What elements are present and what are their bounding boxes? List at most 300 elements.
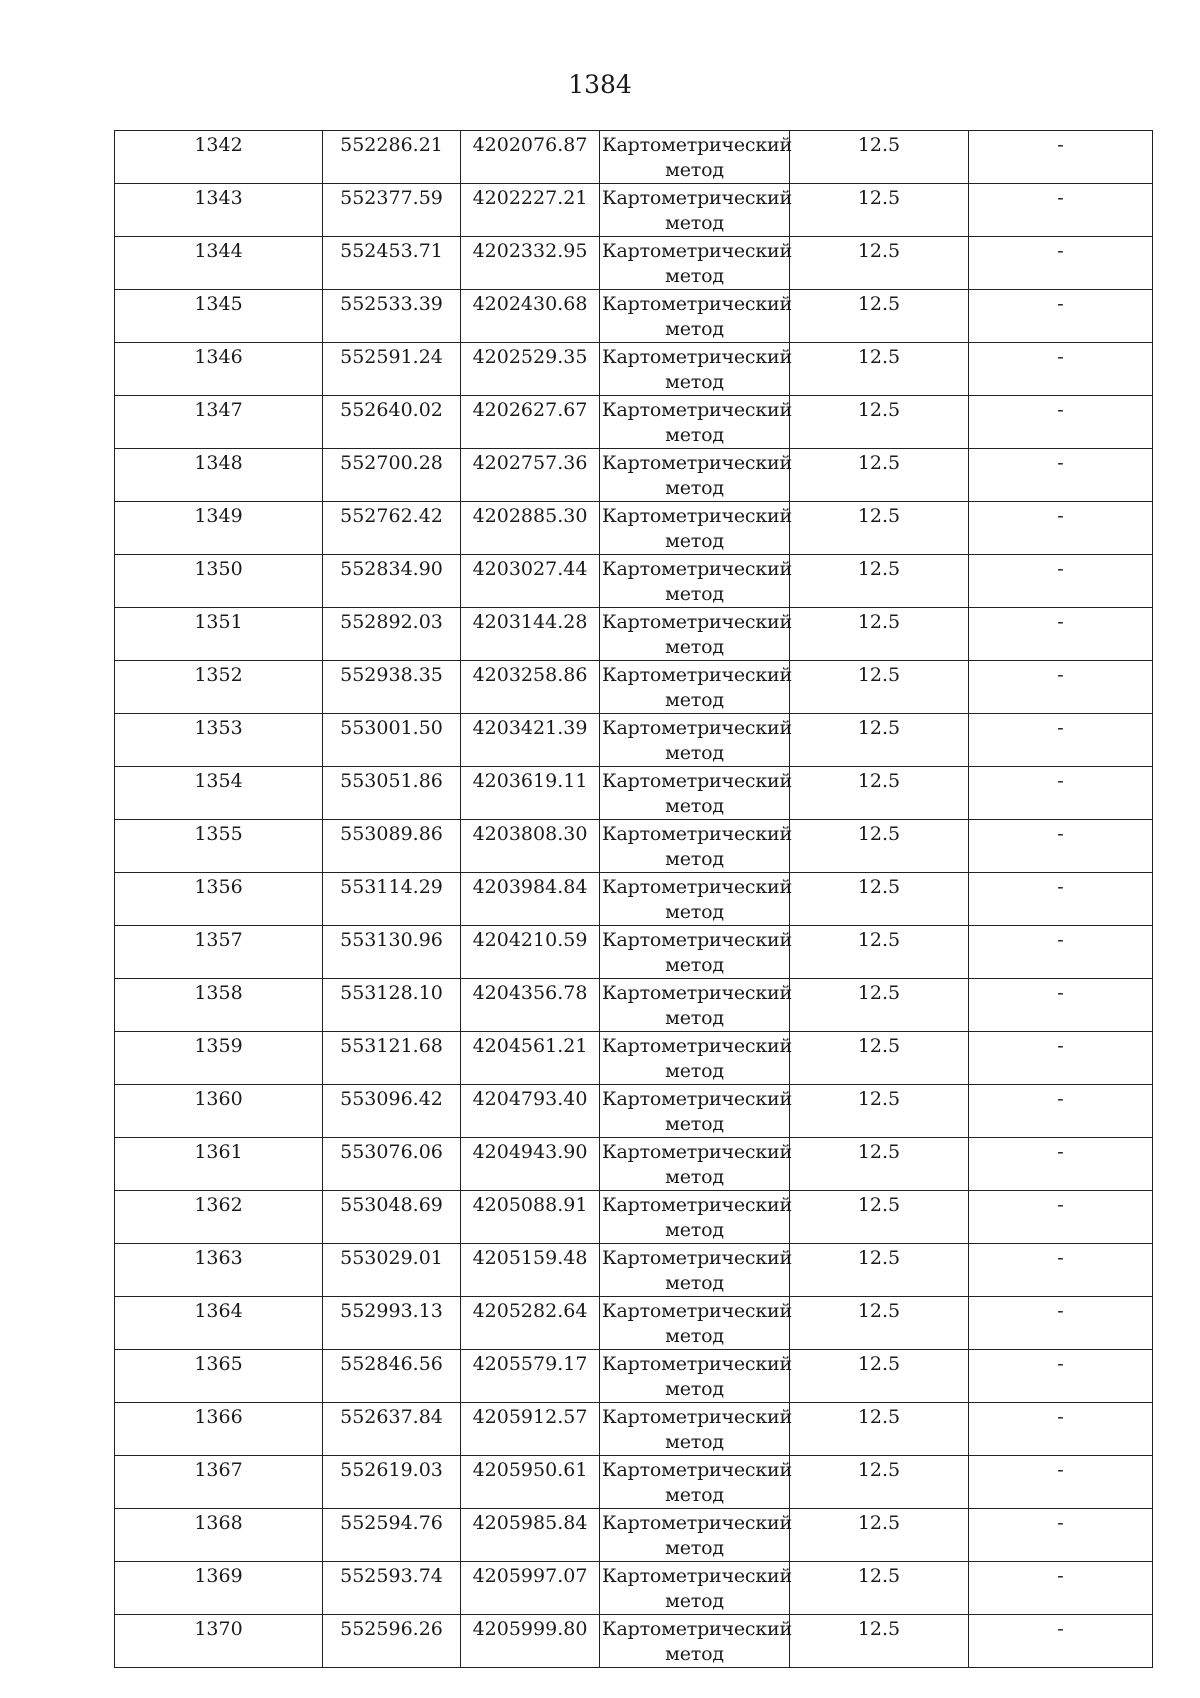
note-cell-text: -	[1057, 134, 1064, 156]
point-number-cell	[115, 396, 323, 449]
accuracy-cell-text: 12.5	[857, 929, 901, 951]
method-cell	[600, 131, 790, 184]
point-number-cell	[115, 979, 323, 1032]
method-cell	[600, 820, 790, 873]
note-cell	[969, 237, 1153, 290]
point-number-cell	[115, 608, 323, 661]
point-number-cell	[115, 1403, 323, 1456]
point-number-cell-text: 1359	[194, 1035, 243, 1057]
y-coordinate-cell	[461, 131, 600, 184]
accuracy-cell-text: 12.5	[857, 558, 901, 580]
point-number-cell	[115, 820, 323, 873]
method-cell-text: Картометрический метод	[602, 346, 792, 393]
x-coordinate-cell-text: 552846.56	[340, 1353, 443, 1375]
point-number-cell	[115, 1509, 323, 1562]
note-cell	[969, 1615, 1153, 1668]
point-number-cell-text: 1344	[194, 240, 243, 262]
point-number-cell-text: 1348	[194, 452, 243, 474]
accuracy-cell-text: 12.5	[857, 770, 901, 792]
note-cell-text: -	[1057, 346, 1064, 368]
y-coordinate-cell	[461, 714, 600, 767]
method-cell	[600, 502, 790, 555]
method-cell	[600, 1191, 790, 1244]
x-coordinate-cell-text: 552993.13	[340, 1300, 443, 1322]
note-cell-text: -	[1057, 1512, 1064, 1534]
method-cell-text: Картометрический метод	[602, 1247, 792, 1294]
x-coordinate-cell-text: 553089.86	[340, 823, 443, 845]
x-coordinate-cell-text: 552377.59	[340, 187, 443, 209]
note-cell-text: -	[1057, 823, 1064, 845]
point-number-cell	[115, 343, 323, 396]
y-coordinate-cell	[461, 555, 600, 608]
point-number-cell-text: 1367	[194, 1459, 243, 1481]
accuracy-cell	[790, 131, 969, 184]
x-coordinate-cell-text: 552762.42	[340, 505, 443, 527]
accuracy-cell	[790, 1032, 969, 1085]
y-coordinate-cell	[461, 1297, 600, 1350]
accuracy-cell-text: 12.5	[857, 346, 901, 368]
y-coordinate-cell-text: 4203984.84	[472, 876, 588, 898]
y-coordinate-cell-text: 4205997.07	[472, 1565, 588, 1587]
point-number-cell-text: 1351	[194, 611, 243, 633]
table-row	[115, 343, 1153, 396]
y-coordinate-cell-text: 4205950.61	[472, 1459, 588, 1481]
y-coordinate-cell	[461, 1085, 600, 1138]
y-coordinate-cell-text: 4205159.48	[472, 1247, 588, 1269]
point-number-cell-text: 1356	[194, 876, 243, 898]
method-cell-text: Картометрический метод	[602, 1512, 792, 1559]
method-cell-text: Картометрический метод	[602, 558, 792, 605]
y-coordinate-cell	[461, 873, 600, 926]
x-coordinate-cell	[323, 1509, 461, 1562]
x-coordinate-cell	[323, 767, 461, 820]
y-coordinate-cell	[461, 237, 600, 290]
x-coordinate-cell-text: 552938.35	[340, 664, 443, 686]
note-cell-text: -	[1057, 1353, 1064, 1375]
note-cell-text: -	[1057, 1565, 1064, 1587]
accuracy-cell	[790, 767, 969, 820]
point-number-cell	[115, 714, 323, 767]
x-coordinate-cell-text: 553029.01	[340, 1247, 443, 1269]
method-cell	[600, 290, 790, 343]
x-coordinate-cell	[323, 979, 461, 1032]
note-cell-text: -	[1057, 664, 1064, 686]
x-coordinate-cell-text: 553128.10	[340, 982, 443, 1004]
y-coordinate-cell-text: 4202332.95	[472, 240, 588, 262]
y-coordinate-cell-text: 4205912.57	[472, 1406, 588, 1428]
y-coordinate-cell	[461, 820, 600, 873]
method-cell-text: Картометрический метод	[602, 1565, 792, 1612]
x-coordinate-cell-text: 552834.90	[340, 558, 443, 580]
table-row	[115, 1191, 1153, 1244]
x-coordinate-cell-text: 552596.26	[340, 1618, 443, 1640]
method-cell-text: Картометрический метод	[602, 1459, 792, 1506]
method-cell	[600, 1032, 790, 1085]
y-coordinate-cell	[461, 1403, 600, 1456]
x-coordinate-cell-text: 552619.03	[340, 1459, 443, 1481]
point-number-cell-text: 1343	[194, 187, 243, 209]
x-coordinate-cell-text: 552594.76	[340, 1512, 443, 1534]
method-cell-text: Картометрический метод	[602, 611, 792, 658]
y-coordinate-cell	[461, 396, 600, 449]
point-number-cell-text: 1365	[194, 1353, 243, 1375]
point-number-cell-text: 1352	[194, 664, 243, 686]
y-coordinate-cell-text: 4205579.17	[472, 1353, 588, 1375]
y-coordinate-cell-text: 4204561.21	[472, 1035, 588, 1057]
table-row	[115, 1297, 1153, 1350]
table-row	[115, 1350, 1153, 1403]
point-number-cell-text: 1363	[194, 1247, 243, 1269]
x-coordinate-cell	[323, 873, 461, 926]
page-number: 1384	[568, 70, 632, 99]
point-number-cell	[115, 184, 323, 237]
point-number-cell	[115, 1615, 323, 1668]
point-number-cell-text: 1355	[194, 823, 243, 845]
x-coordinate-cell-text: 553121.68	[340, 1035, 443, 1057]
table-row	[115, 1509, 1153, 1562]
x-coordinate-cell	[323, 502, 461, 555]
accuracy-cell-text: 12.5	[857, 1035, 901, 1057]
x-coordinate-cell	[323, 1297, 461, 1350]
accuracy-cell-text: 12.5	[857, 452, 901, 474]
y-coordinate-cell-text: 4202227.21	[472, 187, 588, 209]
method-cell	[600, 979, 790, 1032]
note-cell-text: -	[1057, 717, 1064, 739]
accuracy-cell	[790, 1297, 969, 1350]
x-coordinate-cell	[323, 131, 461, 184]
table-row	[115, 184, 1153, 237]
note-cell	[969, 502, 1153, 555]
note-cell	[969, 979, 1153, 1032]
x-coordinate-cell-text: 552892.03	[340, 611, 443, 633]
accuracy-cell-text: 12.5	[857, 399, 901, 421]
accuracy-cell	[790, 1191, 969, 1244]
y-coordinate-cell-text: 4204356.78	[472, 982, 588, 1004]
method-cell-text: Картометрический метод	[602, 505, 792, 552]
accuracy-cell-text: 12.5	[857, 1300, 901, 1322]
accuracy-cell-text: 12.5	[857, 823, 901, 845]
x-coordinate-cell	[323, 1191, 461, 1244]
note-cell	[969, 926, 1153, 979]
point-number-cell	[115, 926, 323, 979]
accuracy-cell	[790, 1085, 969, 1138]
point-number-cell-text: 1366	[194, 1406, 243, 1428]
x-coordinate-cell	[323, 1456, 461, 1509]
method-cell-text: Картометрический метод	[602, 134, 792, 181]
x-coordinate-cell	[323, 184, 461, 237]
y-coordinate-cell-text: 4203808.30	[472, 823, 588, 845]
y-coordinate-cell-text: 4205088.91	[472, 1194, 588, 1216]
x-coordinate-cell	[323, 449, 461, 502]
accuracy-cell-text: 12.5	[857, 1141, 901, 1163]
table-row	[115, 1244, 1153, 1297]
accuracy-cell-text: 12.5	[857, 876, 901, 898]
method-cell-text: Картометрический метод	[602, 823, 792, 870]
accuracy-cell	[790, 979, 969, 1032]
method-cell	[600, 1403, 790, 1456]
note-cell	[969, 820, 1153, 873]
point-number-cell-text: 1347	[194, 399, 243, 421]
note-cell-text: -	[1057, 611, 1064, 633]
method-cell-text: Картометрический метод	[602, 664, 792, 711]
x-coordinate-cell	[323, 1138, 461, 1191]
accuracy-cell-text: 12.5	[857, 1247, 901, 1269]
table-row	[115, 502, 1153, 555]
y-coordinate-cell	[461, 343, 600, 396]
accuracy-cell	[790, 184, 969, 237]
method-cell-text: Картометрический метод	[602, 1141, 792, 1188]
x-coordinate-cell-text: 552286.21	[340, 134, 443, 156]
note-cell-text: -	[1057, 982, 1064, 1004]
point-number-cell-text: 1370	[194, 1618, 243, 1640]
note-cell-text: -	[1057, 1300, 1064, 1322]
table-row	[115, 1456, 1153, 1509]
y-coordinate-cell-text: 4204210.59	[472, 929, 588, 951]
accuracy-cell	[790, 237, 969, 290]
point-number-cell	[115, 502, 323, 555]
note-cell	[969, 131, 1153, 184]
method-cell-text: Картометрический метод	[602, 293, 792, 340]
x-coordinate-cell	[323, 661, 461, 714]
y-coordinate-cell	[461, 290, 600, 343]
method-cell	[600, 873, 790, 926]
x-coordinate-cell	[323, 1085, 461, 1138]
method-cell-text: Картометрический метод	[602, 1194, 792, 1241]
x-coordinate-cell-text: 553001.50	[340, 717, 443, 739]
accuracy-cell	[790, 1456, 969, 1509]
y-coordinate-cell-text: 4204793.40	[472, 1088, 588, 1110]
accuracy-cell	[790, 396, 969, 449]
note-cell	[969, 767, 1153, 820]
method-cell-text: Картометрический метод	[602, 1300, 792, 1347]
point-number-cell-text: 1368	[194, 1512, 243, 1534]
x-coordinate-cell	[323, 290, 461, 343]
note-cell-text: -	[1057, 452, 1064, 474]
note-cell-text: -	[1057, 1141, 1064, 1163]
note-cell-text: -	[1057, 876, 1064, 898]
x-coordinate-cell	[323, 343, 461, 396]
point-number-cell-text: 1364	[194, 1300, 243, 1322]
table-row	[115, 131, 1153, 184]
method-cell	[600, 555, 790, 608]
method-cell	[600, 184, 790, 237]
accuracy-cell	[790, 290, 969, 343]
note-cell	[969, 1032, 1153, 1085]
note-cell	[969, 555, 1153, 608]
method-cell	[600, 1138, 790, 1191]
point-number-cell-text: 1361	[194, 1141, 243, 1163]
x-coordinate-cell-text: 553096.42	[340, 1088, 443, 1110]
table-row	[115, 979, 1153, 1032]
note-cell	[969, 1297, 1153, 1350]
accuracy-cell	[790, 343, 969, 396]
method-cell	[600, 767, 790, 820]
y-coordinate-cell	[461, 1509, 600, 1562]
x-coordinate-cell	[323, 1350, 461, 1403]
accuracy-cell	[790, 449, 969, 502]
note-cell-text: -	[1057, 1618, 1064, 1640]
table-row	[115, 926, 1153, 979]
table-row	[115, 237, 1153, 290]
method-cell	[600, 1562, 790, 1615]
point-number-cell	[115, 1297, 323, 1350]
note-cell	[969, 1562, 1153, 1615]
x-coordinate-cell-text: 553048.69	[340, 1194, 443, 1216]
note-cell	[969, 449, 1153, 502]
y-coordinate-cell-text: 4205985.84	[472, 1512, 588, 1534]
method-cell-text: Картометрический метод	[602, 717, 792, 764]
y-coordinate-cell-text: 4202076.87	[472, 134, 588, 156]
y-coordinate-cell	[461, 1562, 600, 1615]
table-row	[115, 873, 1153, 926]
y-coordinate-cell	[461, 502, 600, 555]
x-coordinate-cell	[323, 608, 461, 661]
y-coordinate-cell	[461, 1615, 600, 1668]
point-number-cell-text: 1357	[194, 929, 243, 951]
coordinates-table	[114, 130, 1153, 1668]
accuracy-cell	[790, 502, 969, 555]
method-cell	[600, 343, 790, 396]
x-coordinate-cell-text: 552453.71	[340, 240, 443, 262]
note-cell-text: -	[1057, 558, 1064, 580]
point-number-cell-text: 1354	[194, 770, 243, 792]
note-cell-text: -	[1057, 1088, 1064, 1110]
note-cell	[969, 1403, 1153, 1456]
x-coordinate-cell	[323, 1615, 461, 1668]
note-cell	[969, 714, 1153, 767]
method-cell	[600, 1244, 790, 1297]
table-row	[115, 661, 1153, 714]
point-number-cell	[115, 1085, 323, 1138]
method-cell	[600, 1509, 790, 1562]
note-cell-text: -	[1057, 399, 1064, 421]
table-row	[115, 1085, 1153, 1138]
method-cell	[600, 926, 790, 979]
table-row	[115, 1562, 1153, 1615]
accuracy-cell	[790, 1138, 969, 1191]
point-number-cell	[115, 1191, 323, 1244]
point-number-cell	[115, 449, 323, 502]
table-row	[115, 820, 1153, 873]
note-cell	[969, 608, 1153, 661]
x-coordinate-cell	[323, 1032, 461, 1085]
table-row	[115, 1403, 1153, 1456]
point-number-cell	[115, 1456, 323, 1509]
point-number-cell-text: 1358	[194, 982, 243, 1004]
x-coordinate-cell-text: 553114.29	[340, 876, 443, 898]
accuracy-cell-text: 12.5	[857, 1565, 901, 1587]
note-cell-text: -	[1057, 770, 1064, 792]
y-coordinate-cell	[461, 449, 600, 502]
accuracy-cell-text: 12.5	[857, 240, 901, 262]
accuracy-cell-text: 12.5	[857, 187, 901, 209]
y-coordinate-cell	[461, 661, 600, 714]
note-cell	[969, 1456, 1153, 1509]
point-number-cell-text: 1362	[194, 1194, 243, 1216]
accuracy-cell-text: 12.5	[857, 1459, 901, 1481]
note-cell-text: -	[1057, 187, 1064, 209]
note-cell	[969, 1244, 1153, 1297]
y-coordinate-cell	[461, 979, 600, 1032]
point-number-cell-text: 1369	[194, 1565, 243, 1587]
accuracy-cell-text: 12.5	[857, 1618, 901, 1640]
accuracy-cell	[790, 1562, 969, 1615]
y-coordinate-cell-text: 4202885.30	[472, 505, 588, 527]
accuracy-cell-text: 12.5	[857, 505, 901, 527]
method-cell-text: Картометрический метод	[602, 240, 792, 287]
point-number-cell	[115, 1244, 323, 1297]
point-number-cell-text: 1345	[194, 293, 243, 315]
note-cell-text: -	[1057, 929, 1064, 951]
y-coordinate-cell	[461, 926, 600, 979]
method-cell-text: Картометрический метод	[602, 982, 792, 1029]
method-cell-text: Картометрический метод	[602, 1035, 792, 1082]
accuracy-cell	[790, 873, 969, 926]
table-row	[115, 555, 1153, 608]
accuracy-cell	[790, 1403, 969, 1456]
method-cell	[600, 396, 790, 449]
accuracy-cell-text: 12.5	[857, 1512, 901, 1534]
x-coordinate-cell	[323, 1244, 461, 1297]
point-number-cell	[115, 237, 323, 290]
accuracy-cell	[790, 661, 969, 714]
accuracy-cell-text: 12.5	[857, 1353, 901, 1375]
note-cell-text: -	[1057, 505, 1064, 527]
method-cell	[600, 449, 790, 502]
method-cell-text: Картометрический метод	[602, 1618, 792, 1665]
y-coordinate-cell-text: 4203027.44	[472, 558, 588, 580]
method-cell	[600, 237, 790, 290]
point-number-cell	[115, 873, 323, 926]
x-coordinate-cell	[323, 926, 461, 979]
note-cell	[969, 1085, 1153, 1138]
note-cell-text: -	[1057, 293, 1064, 315]
x-coordinate-cell-text: 553130.96	[340, 929, 443, 951]
accuracy-cell	[790, 1615, 969, 1668]
accuracy-cell	[790, 714, 969, 767]
note-cell-text: -	[1057, 1406, 1064, 1428]
x-coordinate-cell-text: 553076.06	[340, 1141, 443, 1163]
method-cell-text: Картометрический метод	[602, 876, 792, 923]
table-row	[115, 767, 1153, 820]
y-coordinate-cell	[461, 1350, 600, 1403]
note-cell	[969, 290, 1153, 343]
point-number-cell	[115, 661, 323, 714]
x-coordinate-cell-text: 553051.86	[340, 770, 443, 792]
y-coordinate-cell-text: 4205999.80	[472, 1618, 588, 1640]
method-cell	[600, 1350, 790, 1403]
table-row	[115, 714, 1153, 767]
accuracy-cell	[790, 555, 969, 608]
note-cell	[969, 661, 1153, 714]
point-number-cell-text: 1342	[194, 134, 243, 156]
table-row	[115, 1138, 1153, 1191]
accuracy-cell	[790, 1244, 969, 1297]
y-coordinate-cell-text: 4202627.67	[472, 399, 588, 421]
y-coordinate-cell-text: 4204943.90	[472, 1141, 588, 1163]
point-number-cell	[115, 767, 323, 820]
x-coordinate-cell-text: 552533.39	[340, 293, 443, 315]
accuracy-cell	[790, 820, 969, 873]
note-cell	[969, 873, 1153, 926]
y-coordinate-cell	[461, 767, 600, 820]
accuracy-cell	[790, 1350, 969, 1403]
note-cell	[969, 1509, 1153, 1562]
method-cell	[600, 608, 790, 661]
point-number-cell	[115, 1562, 323, 1615]
method-cell-text: Картометрический метод	[602, 452, 792, 499]
note-cell-text: -	[1057, 1459, 1064, 1481]
